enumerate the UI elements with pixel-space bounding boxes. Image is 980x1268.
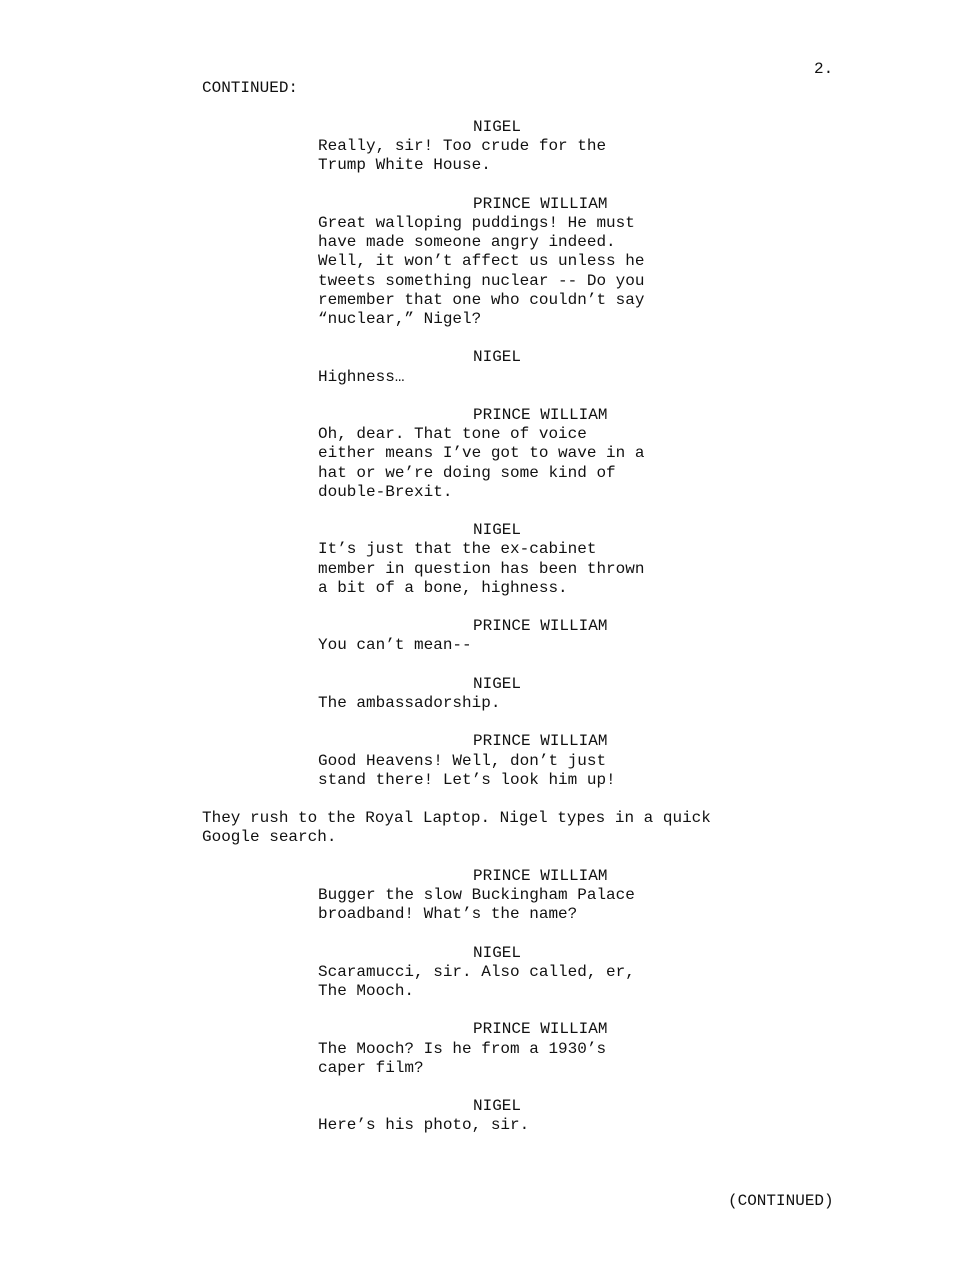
dialogue-block [202,521,842,598]
dialogue-text: You can’t mean-- [318,636,472,655]
dialogue-block [202,732,842,790]
dialogue-block [202,195,842,329]
continued-header: CONTINUED: [202,79,299,97]
character-name: PRINCE WILLIAM [473,866,608,885]
dialogue-block [202,675,842,713]
character-name: PRINCE WILLIAM [473,1020,608,1039]
script-body [202,118,842,1155]
dialogue-block [202,406,842,502]
dialogue-block [202,118,842,176]
action-text: They rush to the Royal Laptop. Nigel types in a quick Google search. [202,809,711,847]
dialogue-text: The Mooch? Is he from a 1930’s caper film? [318,1039,607,1077]
character-name: NIGEL [473,118,522,136]
dialogue-text: Bugger the slow Buckingham Palace broadband! What’s the name? [318,885,635,924]
dialogue-text: The ambassadorship. [318,694,501,712]
dialogue-text: Highness… [318,367,405,386]
dialogue-block [202,348,842,386]
character-name: PRINCE WILLIAM [473,617,608,636]
action-block [202,809,842,847]
character-name: PRINCE WILLIAM [473,732,608,751]
dialogue-text: Great walloping puddings! He must have made someone angry indeed. Well, it won’t affect us unless he tweets something nuclear -- Do you remember that one who couldn’t say “nuclear,” Nigel? [318,214,645,329]
dialogue-block [202,867,842,925]
dialogue-text: Oh, dear. That tone of voice either means I’ve got to wave in a hat or we’re doing some kind of double-Brexit. [318,425,645,501]
dialogue-text: It’s just that the ex-cabinet member in question has been thrown a bit of a bone, highness. [318,540,645,597]
continued-footer: (CONTINUED) [728,1192,834,1210]
dialogue-block [202,1097,842,1135]
character-name: NIGEL [473,521,522,540]
dialogue-text: Here’s his photo, sir. [318,1116,530,1135]
character-name: NIGEL [473,348,522,367]
character-name: PRINCE WILLIAM [473,194,608,213]
dialogue-block [202,1020,842,1078]
character-name: NIGEL [473,943,522,962]
character-name: NIGEL [473,674,522,693]
dialogue-block [202,617,842,655]
dialogue-text: Really, sir! Too crude for the Trump White House. [318,137,607,175]
dialogue-text: Scaramucci, sir. Also called, er, The Mooch. [318,962,635,1000]
dialogue-text: Good Heavens! Well, don’t just stand there! Let’s look him up! [318,751,616,789]
page-number: 2. [814,60,834,78]
dialogue-block [202,944,842,1002]
character-name: PRINCE WILLIAM [473,406,608,424]
character-name: NIGEL [473,1097,522,1116]
